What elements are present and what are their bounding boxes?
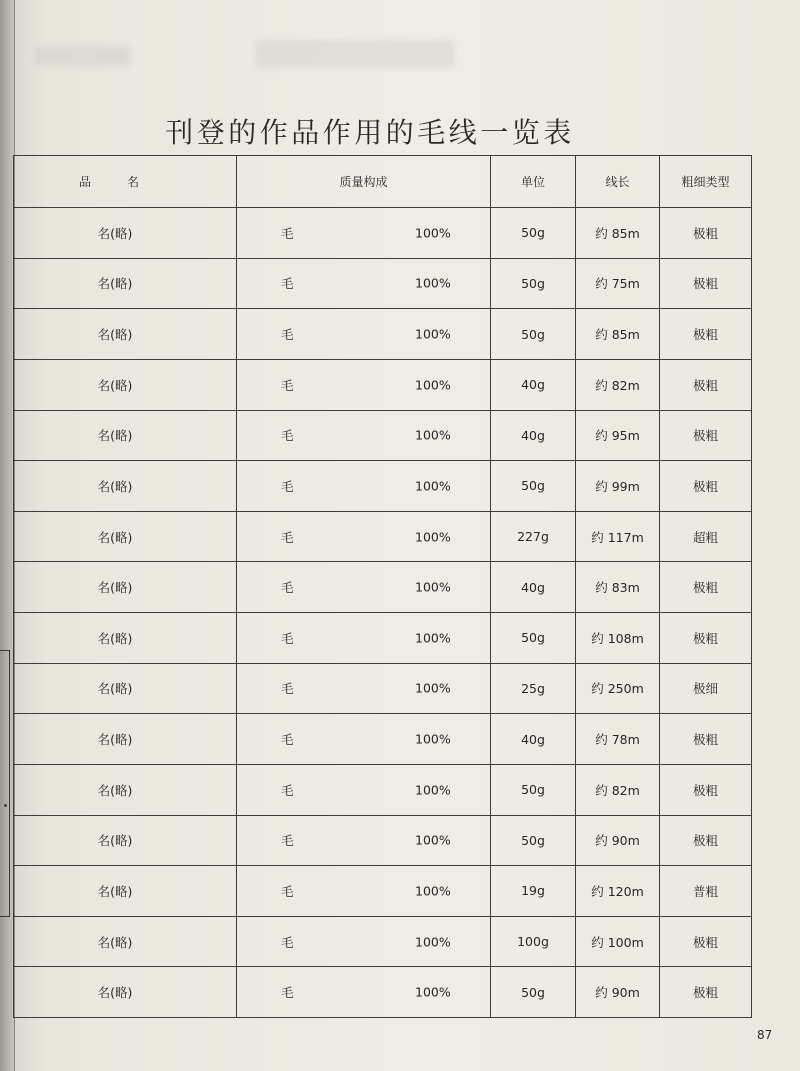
fiber-type: 毛 [281,478,294,494]
yarn-length-cell: 约 85m [576,309,660,360]
yarn-thickness-cell: 极粗 [660,816,752,867]
fiber-percent: 100% [415,832,451,848]
yarn-length-cell: 约 78m [576,714,660,765]
composition-cell [237,917,491,968]
yarn-length-cell: 约 100m [576,917,660,968]
composition-cell [237,411,491,462]
fiber-percent: 100% [415,275,451,291]
item-name-cell [14,917,237,968]
fiber-percent: 100% [415,529,451,545]
composition-cell [237,309,491,360]
unit-weight-cell: 50g [491,309,576,360]
unit-weight-cell: 50g [491,461,576,512]
print-speck [4,804,7,807]
item-name: 名(略) [97,681,133,697]
fiber-percent: 100% [415,427,451,443]
fiber-percent: 100% [415,225,451,241]
item-name-cell [14,816,237,867]
page-title: 刊登的作品作用的毛线一览表 [165,116,575,149]
unit-weight-cell: 50g [491,259,576,310]
fiber-type: 毛 [281,833,294,849]
item-name: 名(略) [97,833,133,849]
fiber-type: 毛 [281,732,294,748]
yarn-length-cell: 约 82m [576,360,660,411]
fiber-type: 毛 [281,327,294,343]
item-name-cell [14,259,237,310]
fiber-type: 毛 [281,225,294,241]
composition-cell [237,967,491,1018]
yarn-length-cell: 约 250m [576,664,660,715]
item-name: 名(略) [97,478,133,494]
fiber-percent: 100% [415,377,451,393]
item-name-cell [14,714,237,765]
fiber-type: 毛 [281,782,294,798]
item-name: 名(略) [97,428,133,444]
item-name: 名(略) [97,225,133,241]
adjacent-page-box [0,650,10,917]
item-name: 名(略) [97,985,133,1001]
fiber-type: 毛 [281,985,294,1001]
item-name-cell [14,613,237,664]
fiber-percent: 100% [415,782,451,798]
header-thickness: 粗细类型 [660,156,752,208]
unit-weight-cell: 25g [491,664,576,715]
fiber-percent: 100% [415,984,451,1000]
item-name: 名(略) [97,529,133,545]
unit-weight-cell: 50g [491,208,576,259]
fiber-type: 毛 [281,377,294,393]
fiber-percent: 100% [415,883,451,899]
composition-cell [237,360,491,411]
bleed-through-mark [35,46,130,66]
item-name: 名(略) [97,630,133,646]
item-name-cell [14,512,237,563]
unit-weight-cell: 40g [491,360,576,411]
yarn-thickness-cell: 极粗 [660,765,752,816]
fiber-type: 毛 [281,883,294,899]
yarn-thickness-cell: 极粗 [660,613,752,664]
fiber-percent: 100% [415,326,451,342]
yarn-thickness-cell: 极粗 [660,259,752,310]
yarn-thickness-cell: 超粗 [660,512,752,563]
item-name: 名(略) [97,934,133,950]
item-name-cell [14,866,237,917]
item-name-cell [14,967,237,1018]
unit-weight-cell: 227g [491,512,576,563]
item-name-cell [14,461,237,512]
fiber-type: 毛 [281,630,294,646]
header-name-label: 品 名 [78,175,151,189]
yarn-thickness-cell: 极粗 [660,562,752,613]
fiber-percent: 100% [415,579,451,595]
yarn-thickness-cell: 极粗 [660,208,752,259]
composition-cell [237,461,491,512]
yarn-thickness-cell: 极粗 [660,461,752,512]
item-name: 名(略) [97,732,133,748]
item-name: 名(略) [97,782,133,798]
header-composition: 质量构成 [237,156,491,208]
fiber-type: 毛 [281,681,294,697]
yarn-length-cell: 约 82m [576,765,660,816]
composition-cell [237,714,491,765]
yarn-length-cell: 约 75m [576,259,660,310]
composition-cell [237,562,491,613]
composition-cell [237,765,491,816]
header-length: 线长 [576,156,660,208]
yarn-list-table [13,155,752,1018]
unit-weight-cell: 100g [491,917,576,968]
item-name: 名(略) [97,377,133,393]
item-name: 名(略) [97,327,133,343]
unit-weight-cell: 50g [491,967,576,1018]
yarn-length-cell: 约 85m [576,208,660,259]
fiber-percent: 100% [415,680,451,696]
yarn-length-cell: 约 99m [576,461,660,512]
page-number: 87 [757,1028,773,1042]
unit-weight-cell: 50g [491,816,576,867]
yarn-thickness-cell: 极粗 [660,411,752,462]
fiber-type: 毛 [281,529,294,545]
yarn-length-cell: 约 83m [576,562,660,613]
fiber-type: 毛 [281,934,294,950]
unit-weight-cell: 40g [491,411,576,462]
yarn-length-cell: 约 90m [576,967,660,1018]
composition-cell [237,208,491,259]
item-name-cell [14,360,237,411]
unit-weight-cell: 19g [491,866,576,917]
fiber-type: 毛 [281,276,294,292]
yarn-thickness-cell: 极粗 [660,360,752,411]
item-name-cell [14,664,237,715]
composition-cell [237,816,491,867]
unit-weight-cell: 40g [491,714,576,765]
item-name-cell [14,765,237,816]
item-name-cell [14,562,237,613]
composition-cell [237,512,491,563]
fiber-percent: 100% [415,478,451,494]
composition-cell [237,259,491,310]
item-name: 名(略) [97,580,133,596]
yarn-length-cell: 约 95m [576,411,660,462]
unit-weight-cell: 50g [491,765,576,816]
yarn-length-cell: 约 117m [576,512,660,563]
yarn-length-cell: 约 120m [576,866,660,917]
item-name-cell [14,411,237,462]
item-name-cell [14,309,237,360]
composition-cell [237,613,491,664]
yarn-length-cell: 约 108m [576,613,660,664]
fiber-percent: 100% [415,630,451,646]
item-name-cell [14,208,237,259]
composition-cell [237,866,491,917]
composition-cell [237,664,491,715]
item-name: 名(略) [97,883,133,899]
unit-weight-cell: 40g [491,562,576,613]
fiber-type: 毛 [281,428,294,444]
fiber-percent: 100% [415,731,451,747]
header-name [14,156,237,208]
yarn-thickness-cell: 极粗 [660,917,752,968]
fiber-type: 毛 [281,580,294,596]
unit-weight-cell: 50g [491,613,576,664]
header-unit: 单位 [491,156,576,208]
yarn-thickness-cell: 极细 [660,664,752,715]
yarn-thickness-cell: 极粗 [660,309,752,360]
yarn-thickness-cell: 极粗 [660,967,752,1018]
item-name: 名(略) [97,276,133,292]
yarn-thickness-cell: 极粗 [660,714,752,765]
bleed-through-mark [255,40,455,68]
fiber-percent: 100% [415,934,451,950]
yarn-thickness-cell: 普粗 [660,866,752,917]
yarn-length-cell: 约 90m [576,816,660,867]
